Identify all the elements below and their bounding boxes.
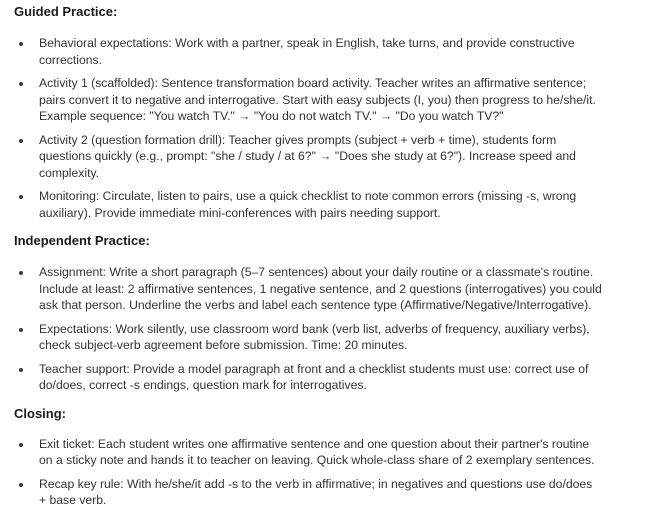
text-line: Monitoring: Circulate, listen to pairs, use a quick checklist to note common errors (missing -s, wrong [39,189,577,203]
guided-practice-heading: Guided Practice: [14,4,118,19]
text-line: check subject-verb agreement before submission. Time: 20 minutes. [39,338,408,352]
bullet-dot-icon [19,368,23,372]
independent-practice-heading: Independent Practice: [14,233,150,248]
text-line: Example sequence: "You watch TV." → "You do not watch TV." → "Do you watch TV?" [39,109,504,123]
bullet-dot-icon [19,82,23,86]
independent-item-expectations [14,321,665,354]
bullet-dot-icon [19,483,23,487]
bullet-dot-icon [19,195,23,199]
bullet-dot-icon [19,271,23,275]
text-line: corrections. [39,52,102,67]
closing-list [14,436,665,509]
text-line: Activity 2 (question formation drill): Teacher gives prompts (subject + verb + time), students form [39,132,557,147]
text-line: Include at least: 2 affirmative sentences, 1 negative sentence, and 2 questions (interrogatives) you could [39,281,602,296]
closing-item-recap-key-rule [14,476,665,509]
text-line: Teacher support: Provide a model paragraph at front and a checklist students must use: correct use of [39,361,589,376]
text-line: do/does, correct -s endings, question mark for interrogatives. [39,378,367,392]
text-line: Behavioral expectations: Work with a partner, speak in English, take turns, and provide constructive [39,36,575,50]
independent-practice-list [14,264,665,394]
guided-item-activity-2 [14,132,665,182]
text-line: on a sticky note and hands it to teacher on leaving. Quick whole-class share of 2 exemplary sentences. [39,453,595,467]
closing-item-exit-ticket [14,436,665,469]
bullet-dot-icon [19,42,23,46]
guided-practice-list [14,35,665,221]
text-line: + base verb. [39,493,107,507]
text-line: complexity. [39,165,100,180]
bullet-dot-icon [19,139,23,143]
closing-heading: Closing: [14,405,66,421]
text-line: Activity 1 (scaffolded): Sentence transformation board activity. Teacher writes an affirmative sentence; [39,76,587,90]
text-line: Recap key rule: With he/she/it add -s to the verb in affirmative; in negatives and questions use do/does [39,476,593,491]
independent-item-teacher-support [14,361,665,394]
guided-item-activity-1 [14,75,665,125]
text-line: questions quickly (e.g., prompt: "she / study / at 6?" → "Does she study at 6?"). Increase speed and [39,149,576,163]
text-line: Expectations: Work silently, use classroom word bank (verb list, adverbs of frequency, auxiliary verbs), [39,321,590,336]
text-line: auxiliary). Provide immediate mini-conferences with pairs needing support. [39,205,441,220]
guided-item-monitoring [14,188,665,221]
bullet-dot-icon [19,443,23,447]
text-line: ask that person. Underline the verbs and label each sentence type (Affirmative/Negative/Interrogative). [39,298,592,312]
independent-item-assignment [14,264,665,314]
text-line: Assignment: Write a short paragraph (5–7 sentences) about your daily routine or a classmate's routine. [39,265,594,279]
bullet-dot-icon [19,328,23,332]
guided-item-behavioral-expectations [14,35,665,68]
text-line: pairs convert it to negative and interrogative. Start with easy subjects (I, you) then progress to he/she/it. [39,92,596,107]
text-line: Exit ticket: Each student writes one affirmative sentence and one question about their partner's routine [39,436,590,451]
